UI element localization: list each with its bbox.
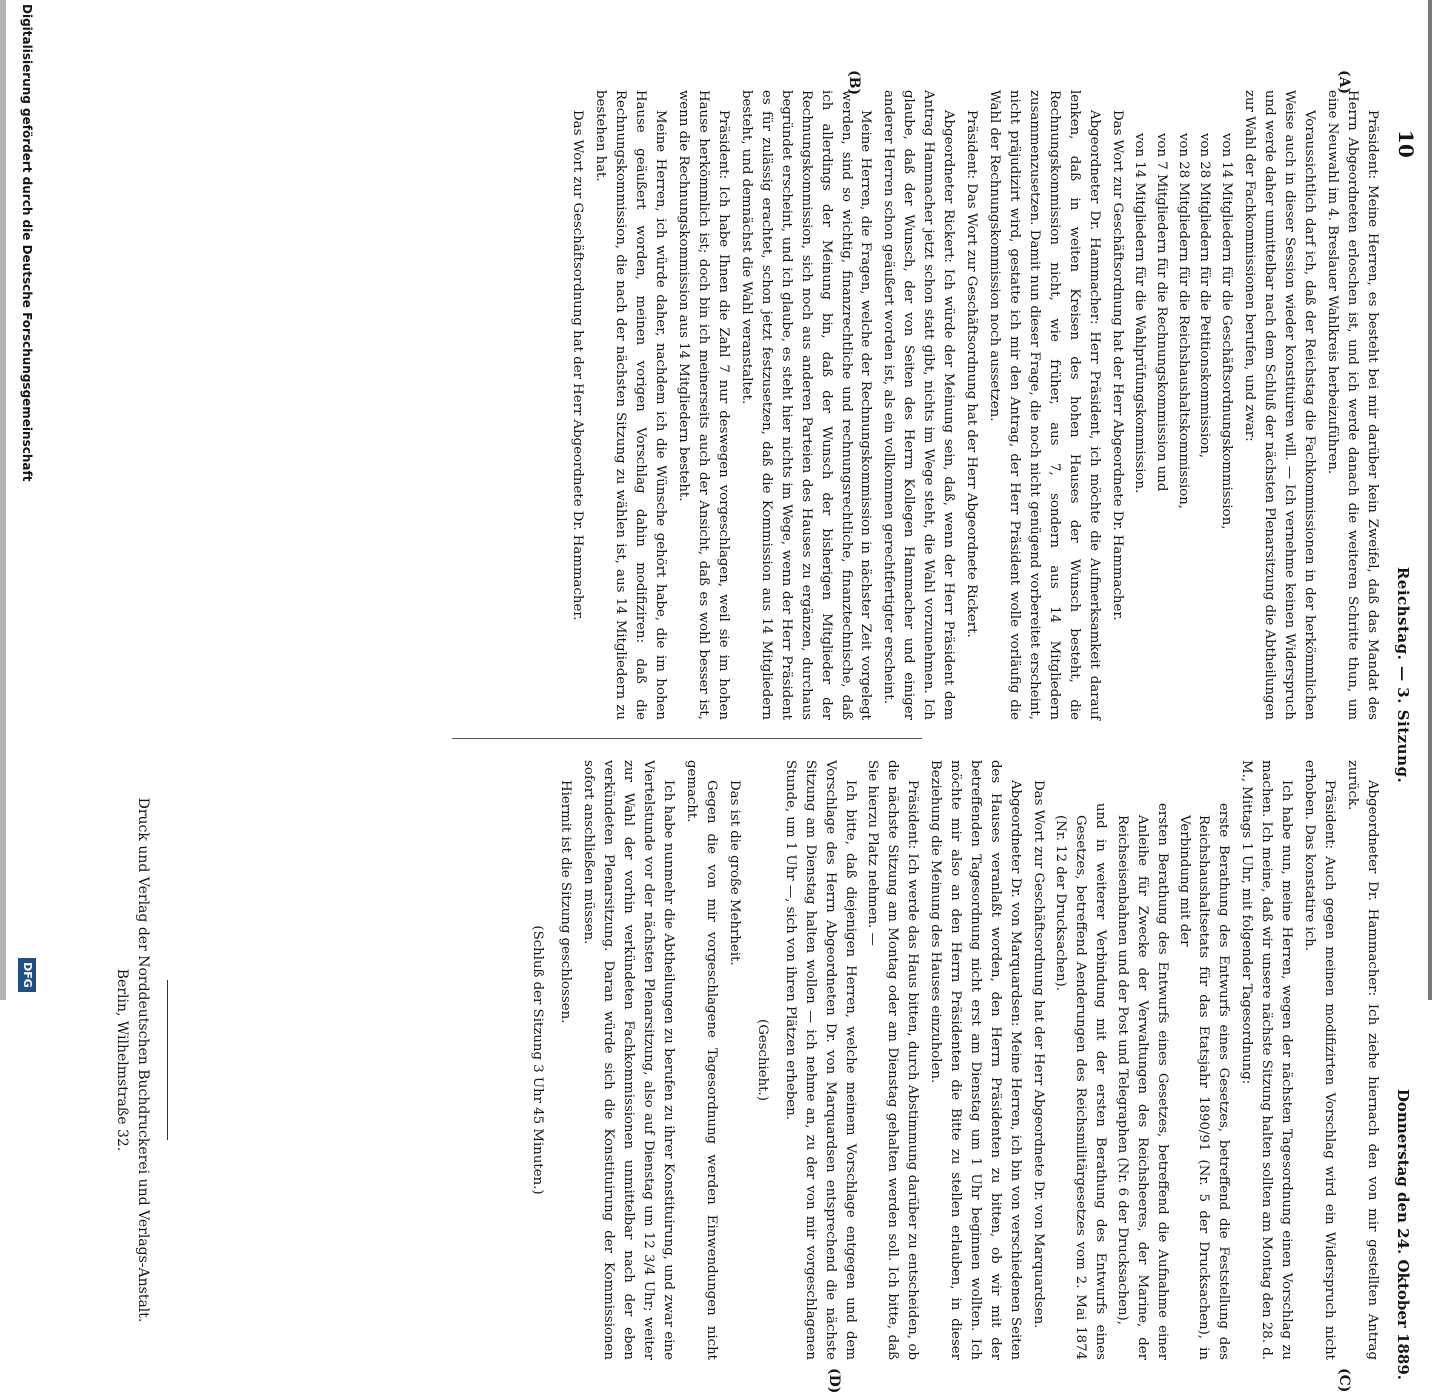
imprint-line: Berlin, Wilhelmstraße 32.: [114, 968, 130, 1152]
paragraph: Präsident: Ich werde das Haus bitten, durch Abstimmung darüber zu entscheiden, ob die nächste Sitzung am Montag oder am Dienstag gehalten werden soll. Ich bitte, daß Sie hierzu Platz nehmen. —: [865, 760, 921, 1360]
margin-mark-b: (B): [846, 70, 862, 96]
agenda-item: und in weiterer Verbindung mit der ersten Berathung des Entwurfs eines Gesetzes, betreffend Aenderungen des Reichsmilitärgesetzes vom 2. Mai 1874 (Nr. 12 der Drucksachen).: [1052, 803, 1108, 1360]
commission-item: von 7 Mitgliedern für die Rechnungskommission und: [1153, 133, 1169, 492]
paragraph: Präsident: Meine Herren, es besteht bei mir darüber kein Zweifel, daß das Mandat des Herrn Abgeordneten erloschen ist, und ich werde danach die weiteren Schritte thun, um eine Neuwahl im 4. Breslauer Wahlkreis herbeizuführen.: [1325, 90, 1380, 720]
paragraph: Gegen die von mir vorgeschlagene Tagesordnung werden Einwendungen nicht gemacht.: [684, 760, 719, 1360]
paragraph: Ich habe nun, meine Herren, wegen der nächsten Tagesordnung einen Vorschlag zu machen. Ich meine, daß wir unsere nächste Sitzung halten sollten am Montag den 28. d. M., Mittags 1 Uhr, mit folgender Tagesordnung:: [1239, 760, 1295, 1360]
stage-direction: (Geschieht.): [754, 1019, 770, 1101]
running-head: Reichstag. — 3. Sitzung.: [1394, 566, 1412, 784]
paragraph: Ich bitte, daß diejenigen Herren, welche meinem Vorschlage entgegen und dem Vorschlage des Herrn Abgeordneten Dr. von Marquardsen entsprechend die nächste Sitzung am Dienstag halten wollen — ich nehme an, zu der von mir vorgeschlagenen Stunde, um 1 Uhr —, sich von ihren Plätzen erheben.: [782, 760, 858, 1360]
paragraph: Voraussichtlich darf ich, daß der Reichstag die Fachkommissionen in der herkömmlichen Weise auch in dieser Session wieder konstituiren will. — Ich vernehme keinen Widerspruch und werde daher unmittelbar nach dem Schluß der nächsten Plenarsitzung die Abtheilungen zur Wahl der Fachkommissionen berufen, und zwar:: [1242, 90, 1318, 720]
column-divider: [452, 738, 922, 739]
margin-mark-d: (D): [826, 1368, 842, 1393]
paragraph: Abgeordneter Dr. von Marquardsen: Meine Herren, ich bin von verschiedenen Seiten des Hauses veranlaßt worden, den Herrn Präsidenten zu bitten, ob wir mit der betreffenden Tagesordnung nicht erst am Dienstag um 1 Uhr beginnen wollten. Ich möchte mir also an den Herrn Präsidenten die Bitte zu stellen erlauben, in dieser Beziehung die Meinung des Hauses einzuholen.: [928, 760, 1024, 1360]
imprint-line: Druck und Verlag der Norddeutschen Buchdruckerei und Verlags-Anstalt.: [135, 797, 151, 1323]
right-column: [520, 760, 1383, 1360]
paragraph: Das ist die große Mehrheit.: [726, 780, 742, 966]
header-date: Donnerstag den 24. Oktober 1889.: [1394, 1088, 1412, 1380]
commission-item: von 28 Mitgliedern für die Reichshaushaltskommission,: [1175, 133, 1191, 509]
paragraph: Präsident: Ich habe Ihnen die Zahl 7 nur deswegen vorgeschlagen, weil sie im hohen Hause herkömmlich ist; doch bin ich meinerseits auch der Ansicht, daß es wohl besser ist, wenn die Rechnungskommission aus 14 Mitgliedern besteht.: [676, 90, 731, 720]
imprint-rule: [167, 980, 168, 1140]
commission-item: von 28 Mitgliedern für die Petitionskommission,: [1197, 133, 1213, 459]
page-header: [1384, 130, 1424, 1380]
imprint: [111, 760, 182, 1360]
paragraph: Das Wort zur Geschäftsordnung hat der Herr Abgeordnete Dr. von Marquardsen.: [1031, 780, 1046, 1329]
scan-edge-bottom: [0, 0, 6, 1000]
paragraph: Ich habe nunmehr die Abtheilungen zu berufen zu ihrer Konstituirung, und zwar eine Viertelstunde vor der nächsten Plenarsitzung, also auf Dienstag um 12 3/4 Uhr; weiter zur Wahl der vorhin verkündeten Fachkommissionen unmittelbar nach der eben verkündeten Plenarsitzung. Daran würde sich die Konstituirung der Kommissionen sofort anschließen müssen.: [581, 760, 677, 1360]
agenda-item: erste Berathung des Entwurfs eines Gesetzes, betreffend die Feststellung des Reichshaushaltsetats für das Etatsjahr 1890/91 (Nr. 5 der Drucksachen), in Verbindung mit der: [1176, 803, 1232, 1360]
page-number: 10: [1394, 130, 1418, 158]
paragraph: Abgeordneter Dr. Hammacher: Herr Präsident, ich möchte die Aufmerksamkeit darauf lenken, daß in weiten Kreisen des hohen Hauses der Wunsch besteht, die Rechnungskommission nicht, wie früher, aus 7, sondern aus 14 Mitgliedern zusammenzusetzen. Damit nun dieser Frage, die noch nicht genügend vorbereitet erscheint, nicht präjudizirt wird, gestatte ich mir den Antrag, der Herr Präsident wolle vorläufig die Wahl der Rechnungskommission noch aussetzen.: [987, 90, 1102, 720]
left-column: [564, 90, 1382, 720]
commission-item: von 14 Mitgliedern für die Geschäftsordnungskommission,: [1219, 133, 1235, 530]
agenda-item: ersten Berathung des Entwurfs eines Gesetzes, betreffend die Aufnahme einer Anleihe für Zwecke der Verwaltungen des Reichsheeres, der Marine, der Reichseisenbahnen und der Post und Telegraphen (Nr. 6 der Drucksachen),: [1114, 803, 1170, 1360]
footer-note: Digitalisierung gefördert durch die Deutsche Forschungsgemeinschaft: [20, 4, 34, 482]
paragraph: Präsident: Das Wort zur Geschäftsordnung hat der Herr Abgeordnete Rickert.: [964, 110, 980, 638]
paragraph: Präsident: Auch gegen meinen modifizirten Vorschlag wird ein Widerspruch nicht erhoben. Das konstatire ich.: [1302, 760, 1338, 1360]
paragraph: Meine Herren, die Fragen, welche der Rechnungskommission in nächster Zeit vorgelegt werden, sind so wichtig, finanzrechtliche und rechnungsrechtliche, finanztechnische, daß ich allerdings der Meinung bin, daß der Wunsch der bisherigen Mitglieder der Rechnungskommission, sich noch aus anderen Parteien des Hauses zu ergänzen, durchaus begründet erscheint, und ich glaube, es steht hier nichts im Wege, wenn der Herr Präsident es für zulässig erachtet, schon jetzt festzusetzen, daß die Kommission aus 14 Mitgliedern besteht, und demnächst die Wahl veranstaltet.: [738, 90, 874, 720]
scan-edge-top: [1428, 0, 1432, 1000]
paragraph: Das Wort zur Geschäftsordnung hat der Herr Abgeordnete Dr. Hammacher.: [1109, 110, 1125, 621]
paragraph: Abgeordneter Rickert: Ich würde der Meinung sein, daß, wenn der Herr Präsident dem Antrag Hammacher jetzt schon statt gibt, nichts im Wege steht, die Wahl vorzunehmen. Ich glaube, daß der Wunsch, der von Seiten des Herrn Kollegen Hammacher und einiger anderer Herren schon geäußert worden ist, als ein vollkommen gerechtfertigter erscheint.: [881, 90, 957, 720]
margin-mark-a: (A): [1336, 70, 1352, 95]
paragraph: Das Wort zur Geschäftsordnung hat der Herr Abgeordnete Dr. Hammacher.: [570, 110, 586, 621]
session-close: (Schluß der Sitzung 3 Uhr 45 Minuten.): [530, 925, 546, 1195]
commission-item: von 14 Mitgliedern für die Wahlprüfungskommission.: [1131, 133, 1147, 494]
paragraph: Hiermit ist die Sitzung geschlossen.: [558, 780, 574, 1024]
margin-mark-c: (C): [1336, 1368, 1352, 1393]
dfg-logo: DFG: [18, 958, 36, 992]
paragraph: Abgeordneter Dr. Hammacher: Ich ziehe hiernach den von mir gestellten Antrag zurück.: [1345, 760, 1380, 1360]
paragraph: Meine Herren, ich würde daher, nachdem ich die Wünsche gehört habe, die im hohen Hause geäußert worden, meinen vorigen Vorschlag dahin modifiziren: daß die Rechnungskommission, die nach der nächsten Sitzung zu wählen ist, aus 14 Mitgliedern zu bestehen hat.: [593, 90, 669, 720]
digitization-footer: [14, 0, 36, 1000]
